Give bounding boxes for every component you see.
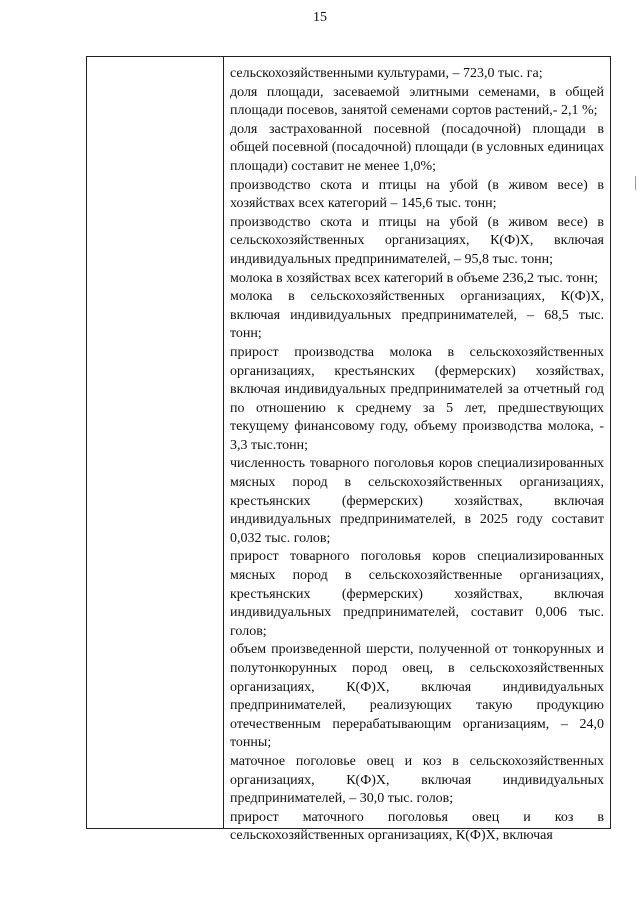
paragraph: производство скота и птицы на убой (в живом весе) в хозяйствах всех категорий – 145,6 тыс. тонн; <box>230 177 604 212</box>
paragraph: объем произведенной шерсти, полученной от тонкорунных и полутонкорунных пород овец, в сельскохозяйственных организациях, К(Ф)Х, включая индивидуальных предпринимателей, реализующих такую продукцию отечественным перерабатывающим организациям, – 24,0 тонны; <box>230 642 604 751</box>
document-table <box>86 56 611 844</box>
paragraph: доля застрахованной посевной (посадочной) площади в общей посевной (посадочной) площади (в условных единицах площади) составит не менее 1,0%; <box>230 121 604 174</box>
paragraph: сельскохозяйственными культурами, – 723,0 тыс. га; <box>230 66 543 81</box>
table-right-cell <box>224 57 610 844</box>
paragraph: молока в хозяйствах всех категорий в объеме 236,2 тыс. тонн; <box>230 270 599 286</box>
paragraph: прирост производства молока в сельскохозяйственных организациях, крестьянских (фермерских) хозяйствах, включая индивидуальных предпринимателей за отчетный год по отношению к среднему за 5 лет, предшествующих текущему финансовому году, объему производства молока, - 3,3 тыс.тонн; <box>230 344 604 453</box>
paragraph: численность товарного поголовья коров специализированных мясных пород в сельскохозяйственных организациях, крестьянских (фермерских) хозяйствах, включая индивидуальных предпринимателей, в 2025 году составит 0,032 тыс. голов; <box>230 456 604 546</box>
paragraph: молока в сельскохозяйственных организациях, К(Ф)Х, включая индивидуальных предпринимателей, – 68,5 тыс. тонн; <box>230 289 604 342</box>
paragraph: прирост товарного поголовья коров специализированных мясных пород в сельскохозяйственные организациях, крестьянских (фермерских) хозяйствах, включая индивидуальных предпринимателей, составит 0,006 тыс. голов; <box>230 549 604 639</box>
scan-artifact-mark <box>635 176 636 190</box>
table-left-cell <box>87 57 224 828</box>
paragraph: маточное поголовье овец и коз в сельскохозяйственных организациях, К(Ф)Х, включая индивидуальных предпринимателей, – 30,0 тыс. голов; <box>230 753 604 807</box>
page-number: 15 <box>313 10 327 25</box>
paragraph: доля площади, засеваемой элитными семенами, в общей площади посевов, занятой семенами сортов растений,- 2,1 %; <box>230 84 604 119</box>
paragraph: прирост маточного поголовья овец и коз в сельскохозяйственных организациях, К(Ф)Х, включая <box>230 809 604 844</box>
paragraph: производство скота и птицы на убой (в живом весе) в сельскохозяйственных организациях, К(Ф)Х, включая индивидуальных предпринимателей, – 95,8 тыс. тонн; <box>230 214 604 267</box>
